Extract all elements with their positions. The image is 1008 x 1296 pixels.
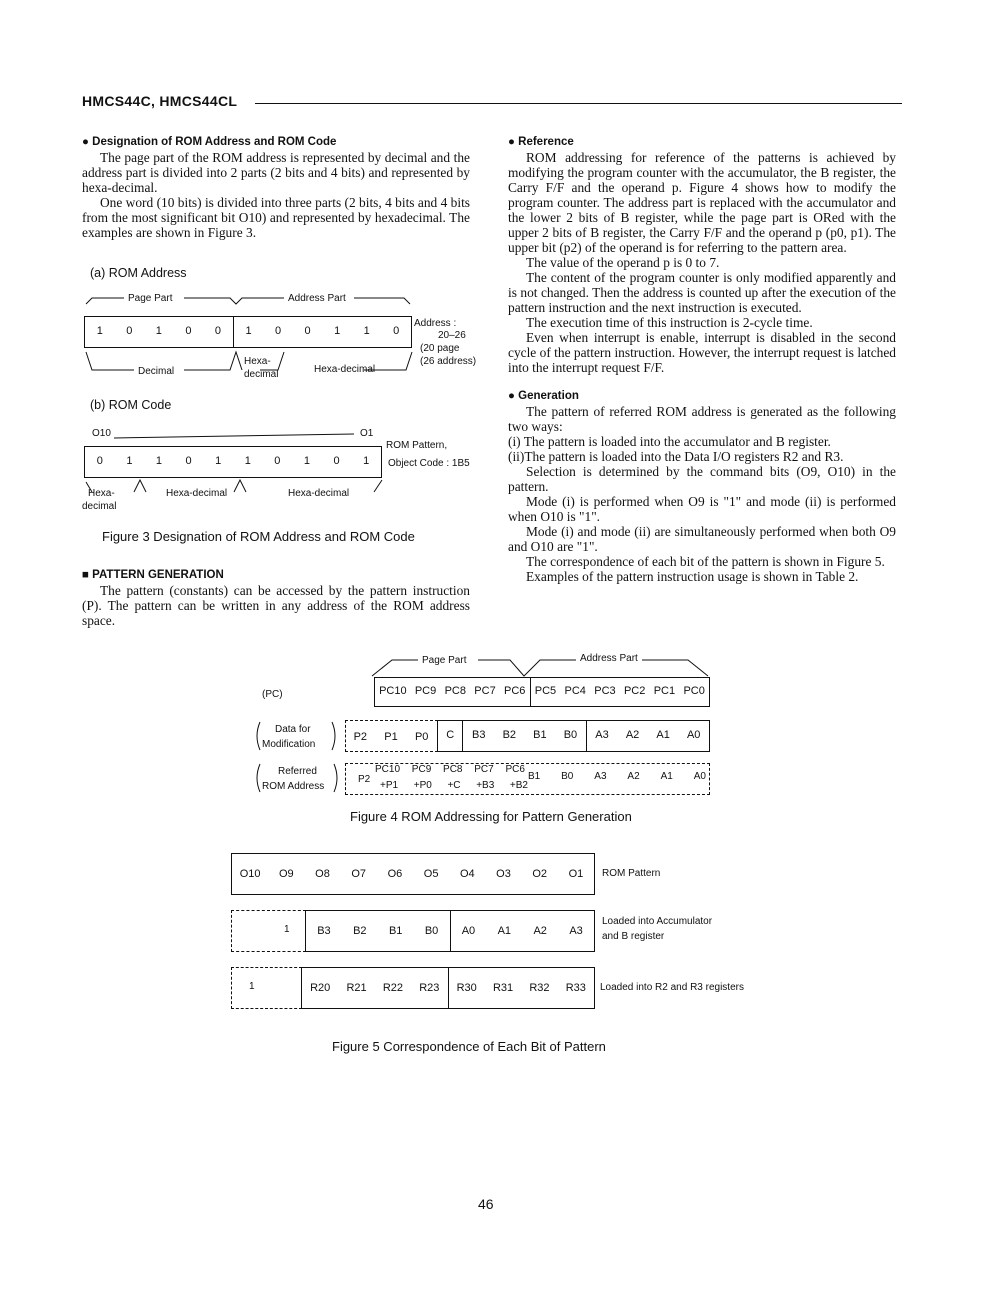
paragraph: The pattern of referred ROM address is generated as the following two ways: bbox=[508, 404, 896, 434]
fig5-caption: Figure 5 Correspondence of Each Bit of Pattern bbox=[332, 1039, 606, 1054]
ref-bit: A1 bbox=[660, 771, 673, 782]
pc-bit: PC5 bbox=[530, 678, 561, 706]
fig5-row3 bbox=[301, 967, 595, 1009]
bit-cell: 1 bbox=[303, 455, 311, 467]
fig4-pc-row bbox=[374, 677, 710, 707]
fig3-o1: O1 bbox=[360, 428, 374, 439]
fig4-pc-label: (PC) bbox=[262, 689, 283, 700]
data-bit: A1 bbox=[656, 729, 670, 741]
pattern-bit: O2 bbox=[532, 868, 548, 880]
paragraph: The execution time of this instruction is 2-cycle time. bbox=[526, 315, 813, 330]
fig4-ref-rest bbox=[528, 771, 706, 782]
pattern-bit: O4 bbox=[459, 868, 475, 880]
data-bit: B0 bbox=[563, 729, 578, 741]
paragraph: One word (10 bits) is divided into three parts (2 bits, 4 bits and 4 bits from the most significant bit O10) and represented by hexadecimal. The examples are shown in Figure 3. bbox=[82, 195, 470, 240]
pc-bit: PC6 bbox=[504, 685, 526, 697]
pc-bit: PC9 bbox=[414, 685, 437, 697]
fig3-b-decimal: decimal bbox=[82, 501, 117, 512]
reg-bit: R32 bbox=[529, 982, 550, 994]
bit-cell: 0 bbox=[185, 325, 192, 337]
paragraph: Examples of the pattern instruction usage is shown in Table 2. bbox=[526, 569, 859, 584]
reg-bit: R33 bbox=[565, 982, 586, 994]
paragraph: Mode (i) is performed when O9 is "1" and mode (ii) is performed when O10 is "1". bbox=[508, 494, 896, 524]
section-heading-reference: ● Reference bbox=[508, 136, 574, 148]
ref-top-bit: PC6 bbox=[505, 764, 525, 775]
bit-cell: 1 bbox=[126, 455, 133, 467]
fig5-row2 bbox=[305, 910, 595, 952]
fig3-b-note: Object Code : 1B5 bbox=[388, 458, 470, 469]
data-bit: B1 bbox=[533, 729, 547, 741]
fig5-row2-first: 1 bbox=[284, 924, 290, 935]
reg-bit: R20 bbox=[310, 982, 331, 994]
fig3-a-label: (a) ROM Address bbox=[90, 266, 187, 280]
ref-bottom-bit: +B3 bbox=[476, 780, 495, 791]
fig4-address-part: Address Part bbox=[580, 653, 638, 664]
paragraph: The pattern (constants) can be accessed by the pattern instruction (P). The pattern can be written in any address of the ROM address space. bbox=[82, 583, 470, 628]
pc-bit: PC8 bbox=[444, 685, 466, 697]
pattern-bit: O5 bbox=[423, 868, 439, 880]
bit-cell: 1 bbox=[334, 325, 341, 337]
fig5-row3-first: 1 bbox=[249, 981, 255, 992]
ref-bottom-bit: +P1 bbox=[380, 780, 399, 791]
pattern-bit: O9 bbox=[278, 868, 294, 880]
pattern-bit: O8 bbox=[315, 868, 330, 880]
ref-bit: A3 bbox=[594, 771, 607, 782]
fig3-hexa-a: Hexa- bbox=[244, 356, 271, 367]
bit-cell: 1 bbox=[363, 455, 370, 467]
pc-bit: PC0 bbox=[683, 685, 705, 697]
pattern-bit: O6 bbox=[387, 868, 403, 880]
fig5-row3-note: Loaded into R2 and R3 registers bbox=[600, 982, 744, 993]
ref-top-bit: PC7 bbox=[474, 764, 494, 775]
page-header: HMCS44C, HMCS44CL bbox=[82, 93, 238, 109]
fig3-a-bit-row bbox=[84, 316, 412, 348]
data-bit: A0 bbox=[686, 729, 701, 741]
paragraph: The correspondence of each bit of the pattern is shown in Figure 5. bbox=[526, 554, 885, 569]
paragraph: The page part of the ROM address is represented by decimal and the address part is divided into 2 parts (2 bits and 4 bits) and represented by hexa-decimal. bbox=[82, 150, 470, 195]
reg-bit: R31 bbox=[492, 982, 514, 994]
data-bit: A3 bbox=[586, 721, 618, 751]
fig4-ref-bottom bbox=[380, 780, 528, 791]
fig3-decimal: Decimal bbox=[138, 366, 175, 377]
fig5-row3-dashed bbox=[231, 967, 302, 1009]
fig4-data-label: Modification bbox=[262, 739, 316, 750]
paragraph: The value of the operand p is 0 to 7. bbox=[526, 255, 720, 270]
bit-cell: 1 bbox=[155, 325, 162, 337]
bit-cell: 0 bbox=[304, 325, 311, 337]
bit-cell: 1 bbox=[233, 317, 264, 347]
fig5-row2-note: and B register bbox=[602, 931, 665, 942]
data-bit: P2 bbox=[353, 731, 368, 743]
fig3-o10: O10 bbox=[92, 428, 111, 439]
acc-bit: A1 bbox=[497, 925, 512, 937]
bit-cell: 0 bbox=[274, 325, 282, 337]
section-heading-rom-address: ● Designation of ROM Address and ROM Code bbox=[82, 136, 337, 148]
ref-bottom-bit: +B2 bbox=[509, 780, 528, 791]
ref-bit: B0 bbox=[561, 771, 574, 782]
fig3-caption: Figure 3 Designation of ROM Address and ROM Code bbox=[102, 529, 415, 544]
fig3-b-label: (b) ROM Code bbox=[90, 398, 172, 412]
pc-bit: PC7 bbox=[474, 685, 496, 697]
bit-cell: 0 bbox=[126, 325, 133, 337]
bit-cell: 1 bbox=[155, 455, 163, 467]
fig3-a-note: (20 page bbox=[420, 343, 460, 354]
fig4-data-label: Data for bbox=[275, 724, 311, 735]
pattern-bit: O1 bbox=[568, 868, 584, 880]
bit-cell: 0 bbox=[333, 455, 340, 467]
data-bit: P1 bbox=[384, 731, 398, 743]
ref-top-bit: PC9 bbox=[411, 764, 432, 775]
pattern-bit: O3 bbox=[496, 868, 511, 880]
fig3-b-bit-row bbox=[84, 446, 382, 478]
section-heading-pattern-generation: ■ PATTERN GENERATION bbox=[82, 569, 224, 581]
bit-cell: 1 bbox=[244, 455, 251, 467]
header-rule bbox=[255, 103, 902, 104]
page-number: 46 bbox=[478, 1196, 494, 1212]
acc-bit: B3 bbox=[317, 925, 331, 937]
data-bit: C bbox=[446, 729, 455, 741]
fig3-a-note: 20–26 bbox=[438, 330, 466, 341]
data-bit: A2 bbox=[625, 729, 640, 741]
fig3-b-note: ROM Pattern, bbox=[386, 440, 448, 451]
fig4-page-part: Page Part bbox=[422, 655, 467, 666]
bit-cell: 1 bbox=[215, 455, 222, 467]
ref-p2: P2 bbox=[358, 774, 371, 785]
acc-bit: A3 bbox=[569, 925, 583, 937]
acc-bit: B1 bbox=[388, 925, 403, 937]
bit-cell: 0 bbox=[274, 455, 281, 467]
fig4-data-parens bbox=[254, 718, 350, 754]
paragraph: (ii)The pattern is loaded into the Data I/O registers R2 and R3. bbox=[508, 449, 844, 464]
bit-cell: 0 bbox=[96, 455, 103, 467]
fig5-row1 bbox=[231, 853, 595, 895]
reg-bit: R23 bbox=[419, 982, 440, 994]
paragraph: Mode (i) and mode (ii) are simultaneously performed when both O9 and O10 are "1". bbox=[508, 524, 896, 554]
bit-cell: 1 bbox=[96, 325, 103, 337]
pattern-bit: O10 bbox=[239, 868, 261, 880]
fig4-ref-label: ROM Address bbox=[262, 781, 325, 792]
paragraph: ROM addressing for reference of the patterns is achieved by modifying the program counter with the accumulator, the B register, the Carry F/F and the operand p. Figure 4 shows how to modify the program counter. The address part is replaced with the accumulator and the lower 2 bits of B register, while the page part is ORed with the upper 2 bits of B register, the Carry F/F and the operand p (p0, p1). The upper bit (p2) of the operand is for referring to the pattern area. bbox=[508, 150, 896, 255]
paragraph: The content of the program counter is only modified apparently and is not changed. Then the address is counted up after the execution of the pattern instruction and the next instruction is executed. bbox=[508, 270, 896, 315]
acc-bit: A0 bbox=[450, 911, 487, 951]
fig4-data-p-bits bbox=[345, 722, 437, 752]
fig3-page-part: Page Part bbox=[128, 293, 173, 304]
acc-bit: A2 bbox=[533, 925, 547, 937]
bit-cell: 0 bbox=[214, 325, 222, 337]
bit-cell: 1 bbox=[363, 325, 370, 337]
fig3-a-note: (26 address) bbox=[420, 356, 477, 367]
data-bit: B2 bbox=[502, 729, 517, 741]
ref-bit: A2 bbox=[627, 771, 640, 782]
left-column-bottom bbox=[82, 568, 470, 628]
data-bit: B3 bbox=[462, 721, 494, 751]
paragraph: (i) The pattern is loaded into the accumulator and B register. bbox=[508, 434, 831, 449]
data-bit: P0 bbox=[414, 731, 429, 743]
fig4-ref-label: Referred bbox=[278, 766, 317, 777]
ref-top-bit: PC8 bbox=[443, 764, 463, 775]
reg-bit: R21 bbox=[346, 982, 367, 994]
ref-bit: B1 bbox=[528, 771, 541, 782]
fig3-hexa-decimal: Hexa-decimal bbox=[314, 364, 376, 375]
reg-bit: R22 bbox=[382, 982, 404, 994]
fig3-b-hexa-decimal: Hexa-decimal bbox=[166, 488, 228, 499]
acc-bit: B0 bbox=[424, 925, 439, 937]
ref-bottom-bit: +C bbox=[447, 780, 461, 791]
pc-bit: PC10 bbox=[379, 685, 407, 697]
fig3-b-hexa: Hexa- bbox=[88, 488, 115, 499]
pc-bit: PC1 bbox=[653, 685, 676, 697]
acc-bit: B2 bbox=[353, 925, 367, 937]
ref-top-bit: PC10 bbox=[375, 764, 401, 775]
pc-bit: PC2 bbox=[623, 685, 646, 697]
fig3-hexa-b: decimal bbox=[244, 369, 279, 380]
pc-bit: PC3 bbox=[594, 685, 616, 697]
fig4-data-row bbox=[437, 720, 710, 752]
left-column-top bbox=[82, 135, 470, 240]
fig4-caption: Figure 4 ROM Addressing for Pattern Generation bbox=[350, 809, 632, 824]
bit-cell: 0 bbox=[185, 455, 192, 467]
fig4-ref-top bbox=[375, 764, 525, 775]
bit-cell: 0 bbox=[393, 325, 400, 337]
section-heading-generation: ● Generation bbox=[508, 390, 579, 402]
fig5-row2-note: Loaded into Accumulator bbox=[602, 916, 713, 927]
fig5-row2-dashed bbox=[231, 910, 306, 952]
reg-bit: R30 bbox=[448, 968, 485, 1008]
pattern-bit: O7 bbox=[351, 868, 367, 880]
fig5-row1-note: ROM Pattern bbox=[602, 868, 661, 879]
right-column bbox=[508, 135, 896, 584]
ref-bit: A0 bbox=[693, 771, 706, 782]
fig3-a-note: Address : bbox=[414, 318, 457, 329]
fig3-address-part: Address Part bbox=[288, 293, 346, 304]
paragraph: Even when interrupt is enable, interrupt is disabled in the second cycle of the pattern instruction. However, the interrupt request is latched into the interrupt request F/F. bbox=[508, 330, 896, 375]
pc-bit: PC4 bbox=[564, 685, 586, 697]
paragraph: Selection is determined by the command bits (O9, O10) in the pattern. bbox=[508, 464, 896, 494]
fig4-ref-parens bbox=[254, 760, 350, 796]
ref-bottom-bit: +P0 bbox=[413, 780, 432, 791]
fig3-b-hexa-decimal: Hexa-decimal bbox=[288, 488, 350, 499]
